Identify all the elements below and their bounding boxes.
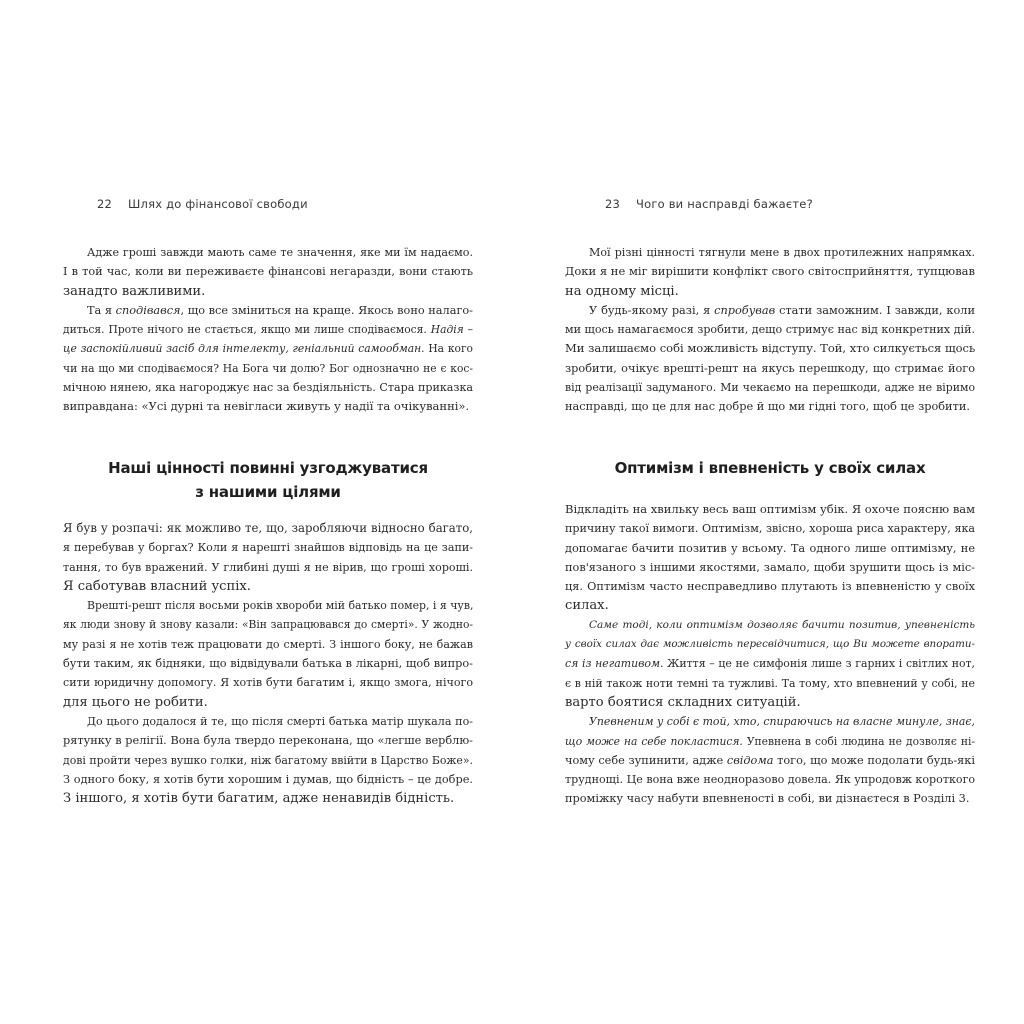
running-title: Шлях до фінансової свободи [128, 197, 308, 211]
text-line: труднощі. Це вона вже неодноразово довела. Як упродовж короткого [565, 773, 976, 787]
intro-text-right [565, 243, 975, 417]
paragraph [63, 301, 473, 417]
text-line: пов'язаного з іншими якостями, замало, щоби зрушити щось із міс- [565, 560, 975, 574]
text-line: Я саботував власний успіх. [63, 578, 251, 594]
running-title: Чого ви насправді бажаєте? [636, 197, 813, 211]
text-line: З іншого, я хотів бути багатим, адже ненавидів бідність. [63, 791, 455, 807]
paragraph [565, 712, 975, 808]
text-line: І в той час, коли ви переживаєте фінансові негаразди, вони стають [63, 265, 473, 279]
section-text-right [565, 500, 975, 809]
text-line: занадто важливими. [63, 283, 206, 299]
text-line-rich: У будь-якому разі, я спробував стати заможним. І завжди, коли [589, 303, 975, 317]
text-line: є в ній також ноти темні та тужливі. Та тому, хто впевнений у собі, не [565, 676, 975, 690]
text-line: допомагає бачити позитив у всьому. Та одного лише оптимізму, не [565, 541, 975, 555]
paragraph [63, 243, 473, 301]
text-line: варто боятися складних ситуацій. [565, 694, 801, 710]
paragraph [565, 243, 975, 301]
text-line: Доки я не міг вирішити конфлікт свого світосприйняття, тупцював [565, 264, 975, 279]
intro-text-left [63, 243, 473, 417]
text-line: Відкладіть на хвильку весь ваш оптимізм убік. Я охоче поясню вам [565, 502, 976, 516]
section-heading-right: Оптимізм і впевненість у своїх силах [614, 459, 926, 477]
text-line: зробити, очікує врешті-решт на якусь перешкоду, що стримає його [565, 361, 975, 375]
text-line: ми щось намагаємося зробити, дещо стримує нас від конкретних дій. [565, 323, 975, 337]
text-line: силах. [565, 598, 609, 614]
section-text-left [63, 519, 473, 808]
paragraph [565, 616, 975, 712]
text-line: проміжку часу набути впевненості в собі, ви дізнаєтеся в Розділі 3. [565, 792, 970, 806]
text-line-rich: що може на себе покластися. Упевнена в собі людина не дозволяє ні- [565, 734, 975, 748]
running-head-right [605, 197, 813, 211]
text-line-rich: ся із негативом. Життя – це не симфонія лише з гарних і світлих нот, [565, 657, 975, 671]
text-line-rich: диться. Проте нічого не стається, якщо ми лише сподіваємося. Надія – [63, 323, 474, 337]
paragraph [565, 500, 975, 616]
text-line: причину такої вимоги. Оптимізм, звісно, хороша риса характеру, яка [565, 522, 975, 536]
text-line-rich: Саме тоді, коли оптимізм дозволяє бачити позитив, упевненість [589, 618, 975, 631]
text-line: Врешті-решт після восьми років хвороби мій батько помер, і я чув, [87, 599, 474, 613]
paragraph [63, 712, 473, 808]
text-line: Мої різні цінності тягнули мене в двох протилежних напрямках. [589, 246, 975, 259]
text-line: мічною нянею, яка нагороджує нас за бездіяльність. Стара приказка [63, 381, 473, 395]
text-line: До цього додалося й те, що після смерті батька матір шукала по- [87, 714, 473, 728]
text-line: від реалізації задуманого. Ми чекаємо на перешкоди, адже не віримо [565, 381, 975, 395]
text-line-rich: у своїх силах дає можливість пересвідчитися, що Ви можете впорати- [565, 638, 975, 651]
page-number: 23 [605, 197, 621, 211]
text-line: рятунку в релігії. Вона була твердо переконана, що «легше верблю- [63, 734, 473, 748]
text-line: ця. Оптимізм часто несправедливо плутають із впевненістю у своїх [565, 580, 975, 594]
section-heading-left [63, 456, 473, 504]
paragraph [63, 519, 473, 596]
running-head-left [97, 197, 308, 211]
text-line-rich: Та я сподівався, що все зміниться на краще. Якось воно налаго- [87, 303, 473, 317]
paragraph [63, 596, 473, 712]
paragraph [565, 301, 975, 417]
text-line: дові пройти через вушко голки, ніж багатому ввійти в Царство Боже». [63, 753, 473, 767]
text-line: З одного боку, я хотів бути хорошим і думав, що бідність – це добре. [63, 772, 473, 786]
text-line: виправдана: «Усі дурні та невігласи живуть у надії та очікуванні». [63, 399, 470, 414]
text-line-rich: Упевненим у собі є той, хто, спираючись на власне минуле, знає, [589, 715, 975, 729]
heading-line: з нашими цілями [195, 483, 341, 501]
text-line: Ми залишаємо собі можливість відступу. Той, хто силкується щось [565, 341, 976, 356]
text-line: Я був у розпачі: як можливо те, що, заробляючи відносно багато, [63, 521, 473, 535]
text-line: сити юридичну допомогу. Я хотів бути багатим і, якщо змога, нічого [63, 676, 473, 690]
text-line: бути таким, як бідняки, що відвідували батька в лікарні, щоб випро- [63, 657, 473, 671]
text-line-rich: це заспокійливий засіб для інтелекту, геніальний самообман. На кого [63, 342, 473, 356]
text-line: Адже гроші завжди мають саме те значення, яке ми їм надаємо. [87, 246, 473, 259]
text-line: му разі я не хотів теж працювати до смерті. З іншого боку, не бажав [63, 637, 473, 651]
text-line: тання, то був вражений. У глибині душі я не вірив, що гроші хороші. [63, 560, 473, 574]
heading-line: Наші цінності повинні узгоджуватися [108, 459, 428, 477]
text-line: як люди знову й знову казали: «Він запрацювався до смерті». У жодно- [63, 618, 473, 632]
text-line: чи на що ми сподіваємося? На Бога чи долю? Бог однозначно не є кос- [63, 361, 473, 375]
text-line: на одному місці. [565, 283, 679, 299]
text-line: я перебував у боргах? Коли я нарешті знайшов відповідь на це запи- [63, 541, 473, 555]
page-number: 22 [97, 197, 113, 211]
text-line-rich: чому себе зупинити, адже свідома того, що може подолати будь-які [565, 753, 975, 767]
text-line: для цього не робити. [63, 694, 208, 710]
text-line: насправді, що це для нас добре й що ми гідні того, щоб це зробити. [565, 400, 970, 414]
